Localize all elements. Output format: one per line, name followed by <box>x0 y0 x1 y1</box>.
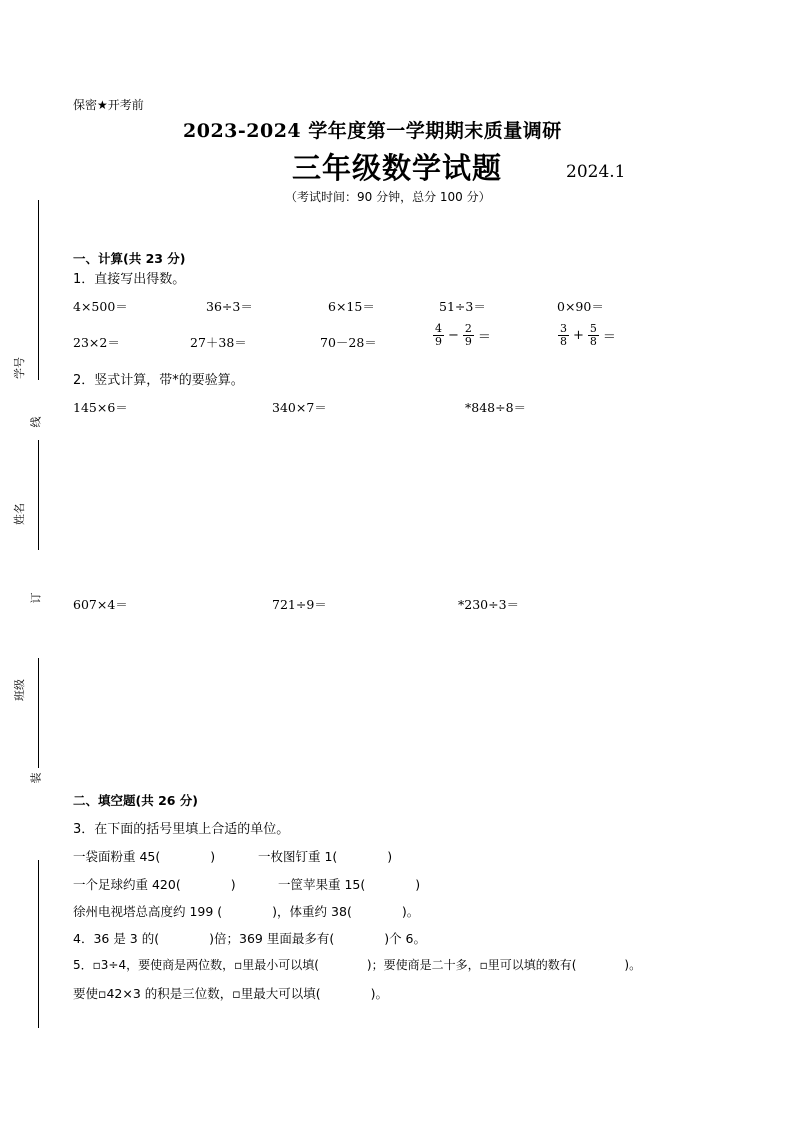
equation: 4×500＝ <box>73 299 128 314</box>
question-2: 2．竖式计算，带*的要验算。 <box>73 373 244 388</box>
fill-line: 一筐苹果重 15( ) <box>278 877 421 892</box>
question-3: 3．在下面的括号里填上合适的单位。 <box>73 822 290 837</box>
fraction: $\frac{5}{8}$ <box>589 322 597 348</box>
equation: 721÷9＝ <box>272 597 327 612</box>
binding-line-upper <box>38 200 39 380</box>
equation: 6×15＝ <box>328 299 375 314</box>
name-label: 姓名 <box>13 503 26 525</box>
equation: 23×2＝ <box>73 335 120 350</box>
fill-line: 一枚图钉重 1( ) <box>258 849 393 864</box>
section-1-heading: 一、计算(共 23 分) <box>73 251 186 266</box>
equation: 51÷3＝ <box>439 299 486 314</box>
fill-line: 一个足球约重 420( ) <box>73 877 236 892</box>
exam-info: （考试时间：90 分钟，总分 100 分） <box>285 190 491 204</box>
seal-line-text: 线 <box>29 416 43 428</box>
fraction-equation-1: $\frac{4}{9}$ − $\frac{2}{9}$ ＝ <box>435 322 491 348</box>
binding-line-bottom <box>38 860 39 1028</box>
equation: 27＋38＝ <box>190 335 247 350</box>
equation: 70－28＝ <box>320 335 377 350</box>
equation: 36÷3＝ <box>206 299 253 314</box>
binding-line-lower <box>38 658 39 768</box>
exam-title: 2023-2024 学年度第一学期期末质量调研 <box>183 120 562 142</box>
equation: 607×4＝ <box>73 597 128 612</box>
fill-line: 徐州电视塔总高度约 199 ( )，体重约 38( )。 <box>73 904 420 919</box>
fill-line: 一袋面粉重 45( ) <box>73 849 216 864</box>
equation: 340×7＝ <box>272 400 327 415</box>
exam-subtitle: 三年级数学试题 <box>292 151 503 185</box>
question-5: 5．▫3÷4，要使商是两位数，▫里最小可以填( )；要使商是二十多，▫里可以填的数有( )。 <box>73 958 642 972</box>
fraction-equation-2: $\frac{3}{8}$ + $\frac{5}{8}$ ＝ <box>560 322 616 348</box>
equation: 145×6＝ <box>73 400 128 415</box>
section-2-heading: 二、填空题(共 26 分) <box>73 793 199 808</box>
class-label: 班级 <box>13 679 26 701</box>
seal-ding-text: 订 <box>29 592 43 604</box>
question-1: 1．直接写出得数。 <box>73 272 186 287</box>
exam-date: 2024.1 <box>566 162 626 182</box>
question-4: 4．36 是 3 的( )倍；369 里面最多有( )个 6。 <box>73 931 426 946</box>
question-5-part-b: 要使▫42×3 的积是三位数，▫里最大可以填( )。 <box>73 986 389 1001</box>
fraction: $\frac{3}{8}$ <box>560 322 567 348</box>
fraction: $\frac{4}{9}$ <box>435 322 442 348</box>
equation: 0×90＝ <box>557 299 604 314</box>
student-id-label: 学号 <box>13 357 26 379</box>
equation: *230÷3＝ <box>458 597 520 612</box>
equation: *848÷8＝ <box>465 400 527 415</box>
seal-zhuang-text: 装 <box>29 772 43 784</box>
confidential-label: 保密★开考前 <box>73 98 144 112</box>
fraction: $\frac{2}{9}$ <box>464 322 472 348</box>
binding-line-middle <box>38 440 39 550</box>
